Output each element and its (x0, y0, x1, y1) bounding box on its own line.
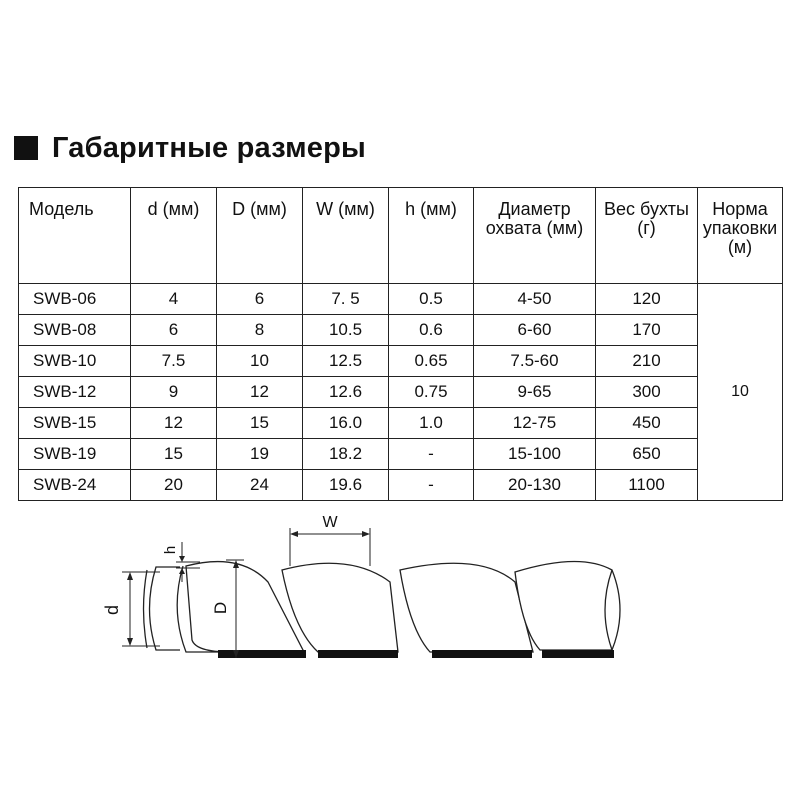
header-pack-norm: Норма упаковки (м) (698, 188, 783, 284)
header-coil-weight: Вес бухты (г) (596, 188, 698, 284)
label-h: h (162, 545, 179, 555)
cell-h: 0.5 (389, 284, 474, 315)
heading-text: Габаритные размеры (52, 131, 366, 164)
cell-wrap-diameter: 6-60 (474, 315, 596, 346)
cell-D: 6 (217, 284, 303, 315)
cell-wrap-diameter: 9-65 (474, 377, 596, 408)
cell-model: SWB-12 (19, 377, 131, 408)
cell-d: 15 (131, 439, 217, 470)
table-row (19, 315, 783, 346)
cell-W: 12.5 (303, 346, 389, 377)
table-header-row (19, 188, 783, 284)
cell-wrap-diameter: 12-75 (474, 408, 596, 439)
dimension-W (290, 528, 370, 566)
spiral-wrap-diagram (0, 500, 800, 670)
cell-h: 0.65 (389, 346, 474, 377)
cell-model: SWB-19 (19, 439, 131, 470)
label-d: d (102, 604, 122, 616)
cell-wrap-diameter: 15-100 (474, 439, 596, 470)
cell-D: 15 (217, 408, 303, 439)
cell-coil-weight: 170 (596, 315, 698, 346)
heading-bullet-square (14, 136, 38, 160)
header-d: d (мм) (131, 188, 217, 284)
cell-d: 12 (131, 408, 217, 439)
header-model: Модель (19, 188, 131, 284)
cell-coil-weight: 210 (596, 346, 698, 377)
cell-pack-norm: 10 (698, 284, 783, 501)
cell-D: 19 (217, 439, 303, 470)
table-row (19, 408, 783, 439)
cell-W: 7. 5 (303, 284, 389, 315)
cell-coil-weight: 120 (596, 284, 698, 315)
section-heading (14, 128, 366, 168)
cell-wrap-diameter: 20-130 (474, 470, 596, 501)
cell-coil-weight: 300 (596, 377, 698, 408)
cell-model: SWB-08 (19, 315, 131, 346)
cell-W: 19.6 (303, 470, 389, 501)
cell-d: 6 (131, 315, 217, 346)
cell-D: 8 (217, 315, 303, 346)
cell-D: 12 (217, 377, 303, 408)
cell-W: 10.5 (303, 315, 389, 346)
cell-h: 1.0 (389, 408, 474, 439)
cell-d: 7.5 (131, 346, 217, 377)
spiral-wrap (177, 561, 620, 652)
cell-D: 10 (217, 346, 303, 377)
cell-W: 16.0 (303, 408, 389, 439)
table-row (19, 377, 783, 408)
cable-tube (144, 567, 181, 650)
cell-coil-weight: 1100 (596, 470, 698, 501)
cell-d: 20 (131, 470, 217, 501)
dimensions-table (18, 187, 783, 501)
cell-h: - (389, 470, 474, 501)
cell-wrap-diameter: 4-50 (474, 284, 596, 315)
label-W: W (322, 514, 338, 531)
wrap-shadow-edges (218, 650, 614, 658)
cell-h: - (389, 439, 474, 470)
table-row (19, 470, 783, 501)
cell-h: 0.75 (389, 377, 474, 408)
cell-wrap-diameter: 7.5-60 (474, 346, 596, 377)
table-row (19, 284, 783, 315)
table-row (19, 346, 783, 377)
header-wrap-diameter: Диаметр охвата (мм) (474, 188, 596, 284)
cell-d: 9 (131, 377, 217, 408)
cell-d: 4 (131, 284, 217, 315)
cell-coil-weight: 450 (596, 408, 698, 439)
cell-model: SWB-15 (19, 408, 131, 439)
header-D: D (мм) (217, 188, 303, 284)
header-h: h (мм) (389, 188, 474, 284)
cell-model: SWB-24 (19, 470, 131, 501)
cell-model: SWB-10 (19, 346, 131, 377)
cell-model: SWB-06 (19, 284, 131, 315)
cell-coil-weight: 650 (596, 439, 698, 470)
table-row (19, 439, 783, 470)
cell-W: 18.2 (303, 439, 389, 470)
cell-h: 0.6 (389, 315, 474, 346)
cell-W: 12.6 (303, 377, 389, 408)
header-W: W (мм) (303, 188, 389, 284)
cell-D: 24 (217, 470, 303, 501)
label-D: D (211, 601, 230, 615)
